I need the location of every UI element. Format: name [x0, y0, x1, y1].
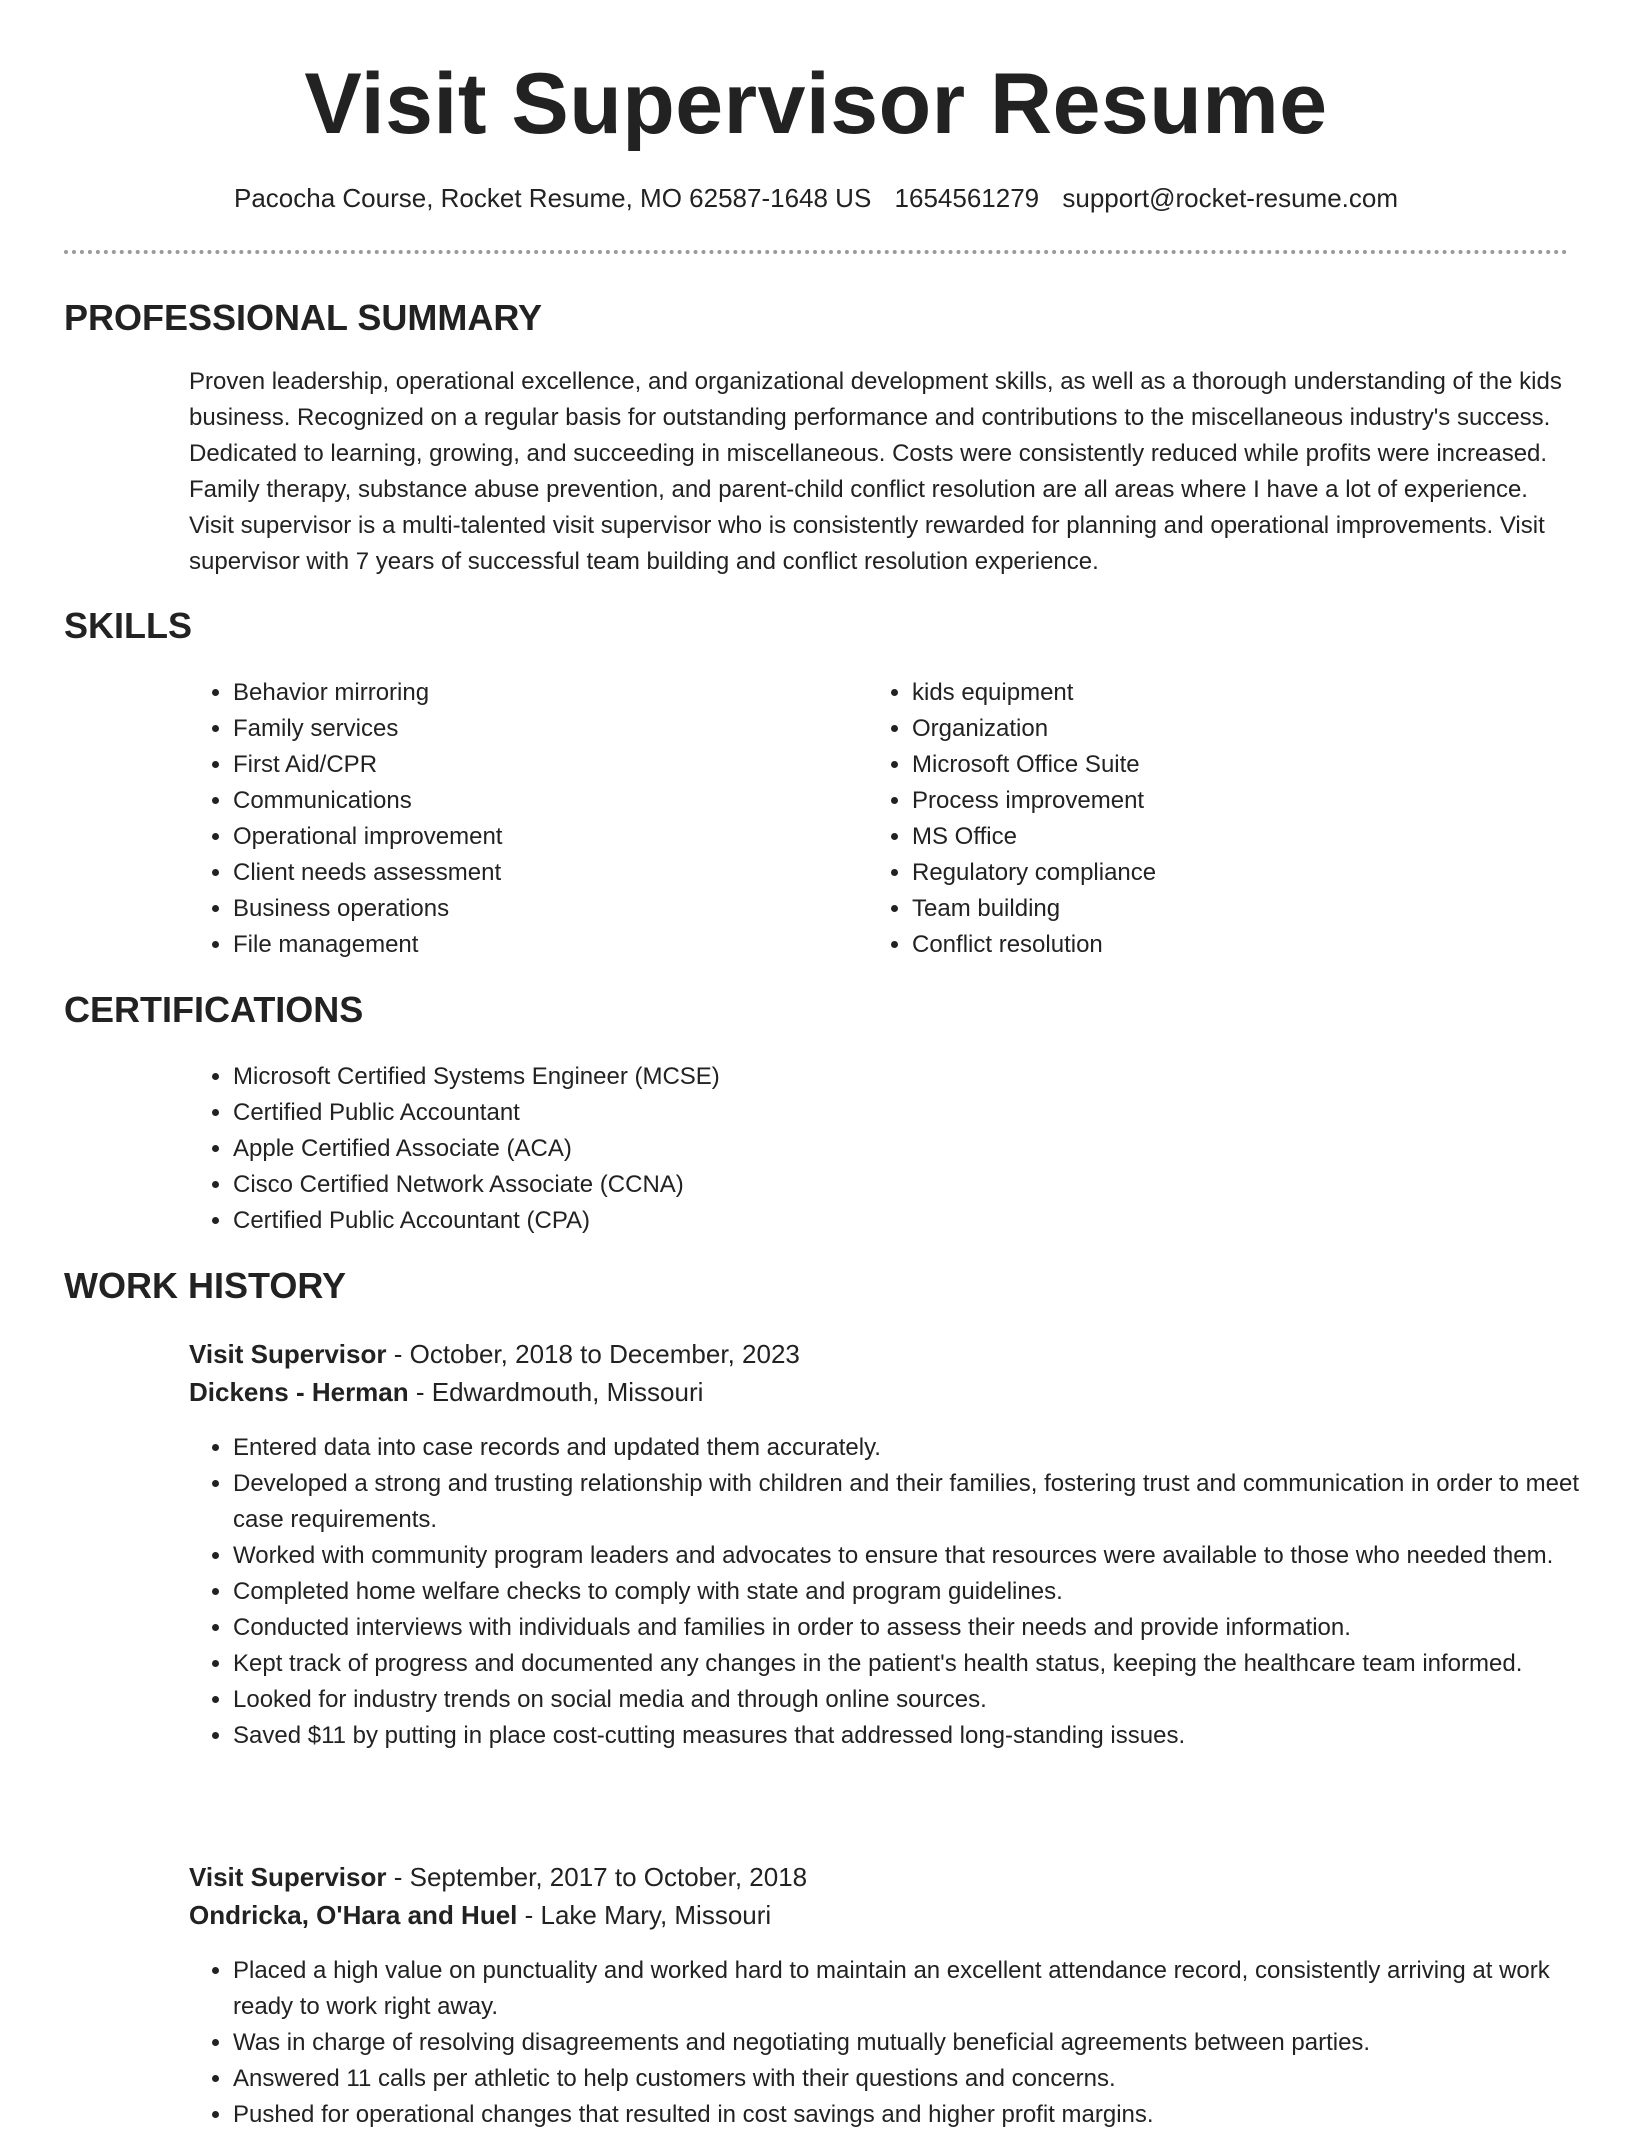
job-duty-item: • Developed a strong and trusting relationship with children and their families, fostering trust and communication in order to meet case requirements. [233, 1466, 1613, 1538]
summary-heading: PROFESSIONAL SUMMARY [64, 297, 543, 338]
skill-item: • Regulatory compliance [912, 855, 1552, 891]
job-duty-item: • Kept track of progress and documented any changes in the patient's health status, keeping the healthcare team informed. [233, 1646, 1613, 1682]
skill-item: • Behavior mirroring [233, 675, 853, 711]
skill-item: • Team building [912, 891, 1552, 927]
skills-list-right [868, 675, 1552, 963]
skill-item: • Organization [912, 711, 1552, 747]
job-dates: - October, 2018 to December, 2023 [386, 1339, 800, 1369]
job-company-line [189, 1896, 1569, 1934]
job-company-line [189, 1373, 1569, 1411]
job-dates: - September, 2017 to October, 2018 [386, 1862, 808, 1892]
job-duty-item: • Saved $11 by putting in place cost-cutting measures that addressed long-standing issues. [233, 1718, 1613, 1754]
job-duty-item: • Pushed for operational changes that resulted in cost savings and higher profit margins. [233, 2097, 1613, 2133]
job-title: Visit Supervisor [189, 1862, 387, 1892]
job-company: Dickens - Herman [189, 1377, 409, 1407]
skill-item: • Family services [233, 711, 853, 747]
skill-item: • Microsoft Office Suite [912, 747, 1552, 783]
certification-item: • Certified Public Accountant [233, 1095, 1533, 1131]
skill-item: • Process improvement [912, 783, 1552, 819]
skill-item: • kids equipment [912, 675, 1552, 711]
job-location: - Edwardmouth, Missouri [408, 1377, 704, 1407]
job-title: Visit Supervisor [189, 1339, 387, 1369]
skill-item: • Business operations [233, 891, 853, 927]
contact-email[interactable]: support@rocket-resume.com [1062, 183, 1399, 213]
skill-item: • Communications [233, 783, 853, 819]
job-location: - Lake Mary, Missouri [517, 1900, 772, 1930]
header-divider [64, 250, 1568, 254]
job-title-line [189, 1335, 1569, 1373]
certification-item: • Apple Certified Associate (ACA) [233, 1131, 1533, 1167]
job-duty-item: • Conducted interviews with individuals and families in order to assess their needs and provide information. [233, 1610, 1613, 1646]
job-duties-list [189, 1430, 1613, 1754]
contact-phone: 1654561279 [894, 183, 1040, 213]
certification-item: • Certified Public Accountant (CPA) [233, 1203, 1533, 1239]
job-duty-item: • Was in charge of resolving disagreements and negotiating mutually beneficial agreements between parties. [233, 2025, 1613, 2061]
skill-item: • MS Office [912, 819, 1552, 855]
skill-item: • First Aid/CPR [233, 747, 853, 783]
skill-item: • Client needs assessment [233, 855, 853, 891]
certifications-heading: CERTIFICATIONS [64, 989, 364, 1030]
job-duty-item: • Answered 11 calls per athletic to help customers with their questions and concerns. [233, 2061, 1613, 2097]
job-duty-item: • Worked with community program leaders and advocates to ensure that resources were available to those who needed them. [233, 1538, 1613, 1574]
job-duties-list [189, 1953, 1613, 2133]
skill-item: • Conflict resolution [912, 927, 1552, 963]
contact-address: Pacocha Course, Rocket Resume, MO 62587-1648 US [233, 183, 872, 213]
certifications-list [189, 1059, 1533, 1239]
job-title-line [189, 1858, 1569, 1896]
skills-list-left [189, 675, 853, 963]
job-duty-item: • Completed home welfare checks to comply with state and program guidelines. [233, 1574, 1613, 1610]
job-duty-item: • Placed a high value on punctuality and worked hard to maintain an excellent attendance record, consistently arriving at work ready to work right away. [233, 1953, 1613, 2025]
skills-heading: SKILLS [64, 605, 193, 646]
job-duty-item: • Entered data into case records and updated them accurately. [233, 1430, 1613, 1466]
certification-item: • Cisco Certified Network Associate (CCNA) [233, 1167, 1533, 1203]
resume-title: Visit Supervisor Resume [304, 56, 1328, 152]
skill-item: • Operational improvement [233, 819, 853, 855]
job-duty-item: • Looked for industry trends on social media and through online sources. [233, 1682, 1613, 1718]
skill-item: • File management [233, 927, 853, 963]
summary-text: Proven leadership, operational excellence, and organizational development skills, as well as a thorough understanding of the kids business. Recognized on a regular basis for outstanding performance and contributions to the miscellaneous industry's success. Dedicated to learning, growing, and succeeding in miscellaneous. Costs were consistently reduced while profits were increased. Family therapy, substance abuse prevention, and parent-child conflict resolution are all areas where I have a lot of experience. Visit supervisor is a multi-talented visit supervisor who is consistently rewarded for planning and operational improvements. Visit supervisor with 7 years of successful team building and conflict resolution experience. [189, 368, 1562, 575]
job-company: Ondricka, O'Hara and Huel [189, 1900, 518, 1930]
work-history-heading: WORK HISTORY [64, 1265, 347, 1306]
contact-line [0, 180, 1632, 216]
certification-item: • Microsoft Certified Systems Engineer (MCSE) [233, 1059, 1533, 1095]
